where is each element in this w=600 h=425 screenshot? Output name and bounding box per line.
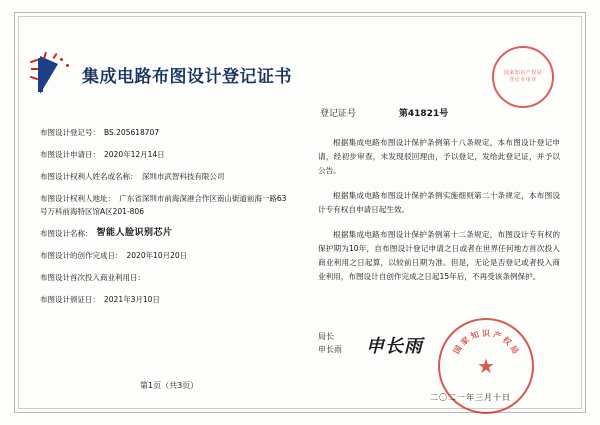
- field-row-design-name: [40, 227, 290, 240]
- page-number: 第1页（共3页）: [140, 381, 199, 390]
- corner-ornament-bottom-right: [575, 402, 586, 413]
- issue-date-text: 二〇二一年三月十日: [430, 393, 511, 402]
- field-value: 2021年3月10日: [104, 295, 160, 304]
- field-value: 2020年12月14日: [104, 150, 165, 159]
- legal-text-block: [318, 136, 560, 295]
- registration-seal-text: 国家知识产权局 登记专用章: [503, 70, 543, 83]
- corner-ornament-top-right: [575, 12, 586, 23]
- signature-title-line1: 局长: [318, 332, 334, 341]
- registration-seal: [492, 46, 554, 108]
- legal-paragraph: 根据集成电路布图设计保护条例第十八条规定，本布图设计登记申请，经初步审查，未发现驳回理由，予以登记，发给此登记证，并予以公告。: [318, 138, 560, 175]
- page-title: 集成电路布图设计登记证书: [82, 66, 292, 87]
- field-value: BS.205618707: [104, 128, 160, 137]
- legal-paragraph: 根据集成电路布图设计保护条例实施细则第二十条规定，本布图设计专有权自申请日起生效。: [318, 191, 560, 214]
- certificate-header: [30, 52, 330, 96]
- registration-number-label: 登记证号: [320, 109, 357, 119]
- ic-layout-logo-icon: [30, 52, 76, 96]
- field-value: 智能人脸识别芯片: [96, 228, 173, 238]
- field-label: 布图设计首次投入商业利用日：: [40, 273, 145, 282]
- certificate-fields: [40, 126, 290, 315]
- legal-paragraph: 根据集成电路布图设计保护条例第十二条规定，布图设计专有权的保护期为10年，自布图设计登记申请之日或者在世界任何地方首次投入商业利用之日起算，以较前日期为准。但是，无论是否登记或者投入商业利用，布图设计自创作完成之日起15年后，不再受该条例保护。: [318, 230, 560, 281]
- field-value: 2020年10月20日: [126, 251, 188, 260]
- signature-title: [318, 330, 342, 356]
- field-row-registration-id: [40, 126, 290, 139]
- field-label: 布图设计权利人姓名或名称：: [40, 172, 138, 181]
- field-label: 布图设计的创作完成日：: [40, 251, 123, 260]
- field-label: 布图设计颁证日：: [40, 295, 100, 304]
- field-label: 布图设计名称：: [40, 229, 93, 238]
- registration-number-value: 第41821号: [398, 109, 449, 119]
- field-label: 布图设计申请日：: [40, 150, 100, 159]
- registration-number-row: [320, 106, 560, 119]
- star-icon: ★: [477, 354, 495, 378]
- field-label: 布图设计权利人地址：: [40, 194, 115, 203]
- official-seal-ring-text: 国 家 知 识 产 权 局: [451, 329, 521, 356]
- field-row-creation-date: [40, 249, 290, 262]
- field-label: 布图设计登记号：: [40, 128, 100, 137]
- field-row-application-date: [40, 148, 290, 161]
- field-value: 深圳市武智科技有限公司: [141, 172, 225, 181]
- field-value: 广东省深圳市前海深港合作区南山街道前海一路63号万科前海特区馆A区201-806: [40, 194, 287, 216]
- signature-title-line2: 申长雨: [318, 345, 342, 354]
- corner-ornament-top-left: [14, 12, 25, 23]
- field-row-owner-name: [40, 170, 290, 183]
- handwritten-signature: 申长雨: [366, 336, 423, 357]
- field-row-first-commercial-use-date: [40, 271, 290, 284]
- corner-ornament-bottom-left: [14, 402, 25, 413]
- field-row-issue-date: [40, 293, 290, 306]
- field-row-owner-address: [40, 192, 290, 218]
